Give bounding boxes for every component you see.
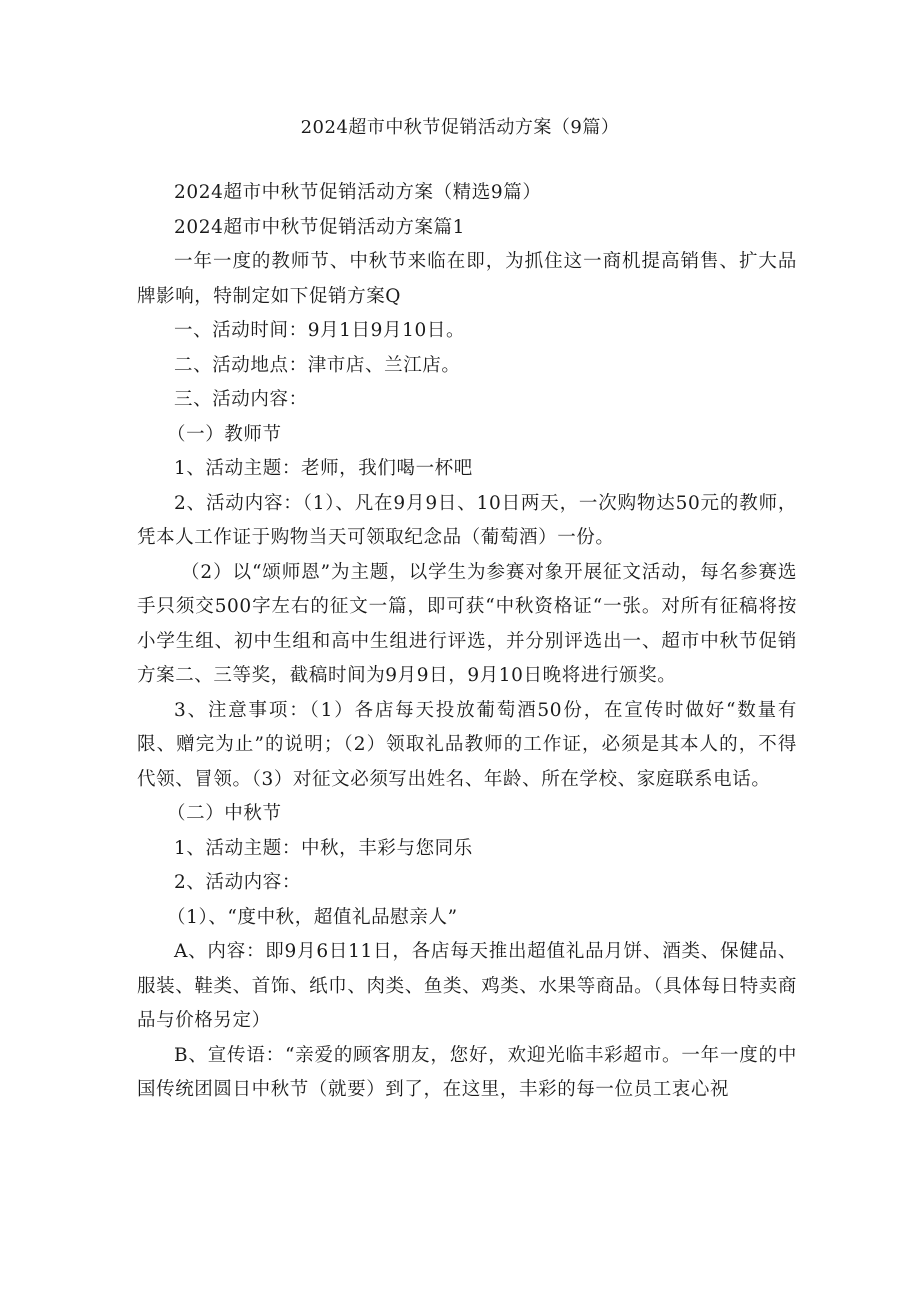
paragraph-activity-content: 三、活动内容： <box>174 389 308 410</box>
paragraph-slogan-b: B、宣传语：“亲爱的顾客朋友，您好，欢迎光临丰彩超市。一年一度的中国传统团圆日中秋节（就要）到了，在这里，丰彩的每一位员工衷心祝 <box>137 1044 797 1100</box>
paragraph-mid-autumn-content: 2、活动内容： <box>174 872 301 893</box>
document-title: 2024超市中秋节促销活动方案（9篇） <box>300 117 620 138</box>
paragraph-teachers-day-theme: 1、活动主题：老师，我们喝一杯吧 <box>174 458 473 479</box>
paragraph-notes: 3、注意事项：（1）各店每天投放葡萄酒50份，在宣传时做好“数量有限、赠完为止”的说明；（2）领取礼品教师的工作证，必须是其本人的，不得代领、冒领。（3）对征文必须写出姓名、年龄、所在学校、家庭联系电话。 <box>137 699 797 790</box>
paragraph-mid-autumn-theme: 1、活动主题：中秋，丰彩与您同乐 <box>174 837 473 859</box>
paragraph-section-heading: 2024超市中秋节促销活动方案篇1 <box>174 216 466 238</box>
paragraph-essay-contest: （2）以“颂师恩”为主题，以学生为参赛对象开展征文活动，每名参赛选手只须交500字左右的征文一篇，即可获“中秋资格证“一张。对所有征稿将按小学生组、初中生组和高中生组进行评选，并分别评选出一、超市中秋节促销方案二、三等奖，截稿时间为9月9日，9月10日晚将进行颁奖。 <box>137 561 797 686</box>
paragraph-content-a: A、内容：即9月6日11日，各店每天推出超值礼品月饼、酒类、保健品、服装、鞋类、首饰、纸巾、肉类、鱼类、鸡类、水果等商品。（具体每日特卖商品与价格另定） <box>137 941 797 1031</box>
document-body <box>137 176 797 1108</box>
paragraph-subtitle: 2024超市中秋节促销活动方案（精选9篇） <box>174 182 542 203</box>
paragraph-mid-autumn-heading: （二）中秋节 <box>167 803 282 824</box>
paragraph-gift-campaign: （1）、“度中秋，超值礼品慰亲人” <box>167 906 458 928</box>
paragraph-intro: 一年一度的教师节、中秋节来临在即，为抓住这一商机提高销售、扩大品牌影响，特制定如下促销方案Q <box>137 251 797 307</box>
paragraph-activity-location: 二、活动地点：津市店、兰江店。 <box>174 354 461 376</box>
paragraph-activity-time: 一、活动时间：9月1日9月10日。 <box>174 320 466 341</box>
paragraph-teachers-day-heading: （一）教师节 <box>167 423 282 445</box>
paragraph-teachers-day-content: 2、活动内容：（1）、凡在9月9日、10日两天，一次购物达50元的教师，凭本人工作证于购物当天可领取纪念品（葡萄酒）一份。 <box>137 492 797 548</box>
